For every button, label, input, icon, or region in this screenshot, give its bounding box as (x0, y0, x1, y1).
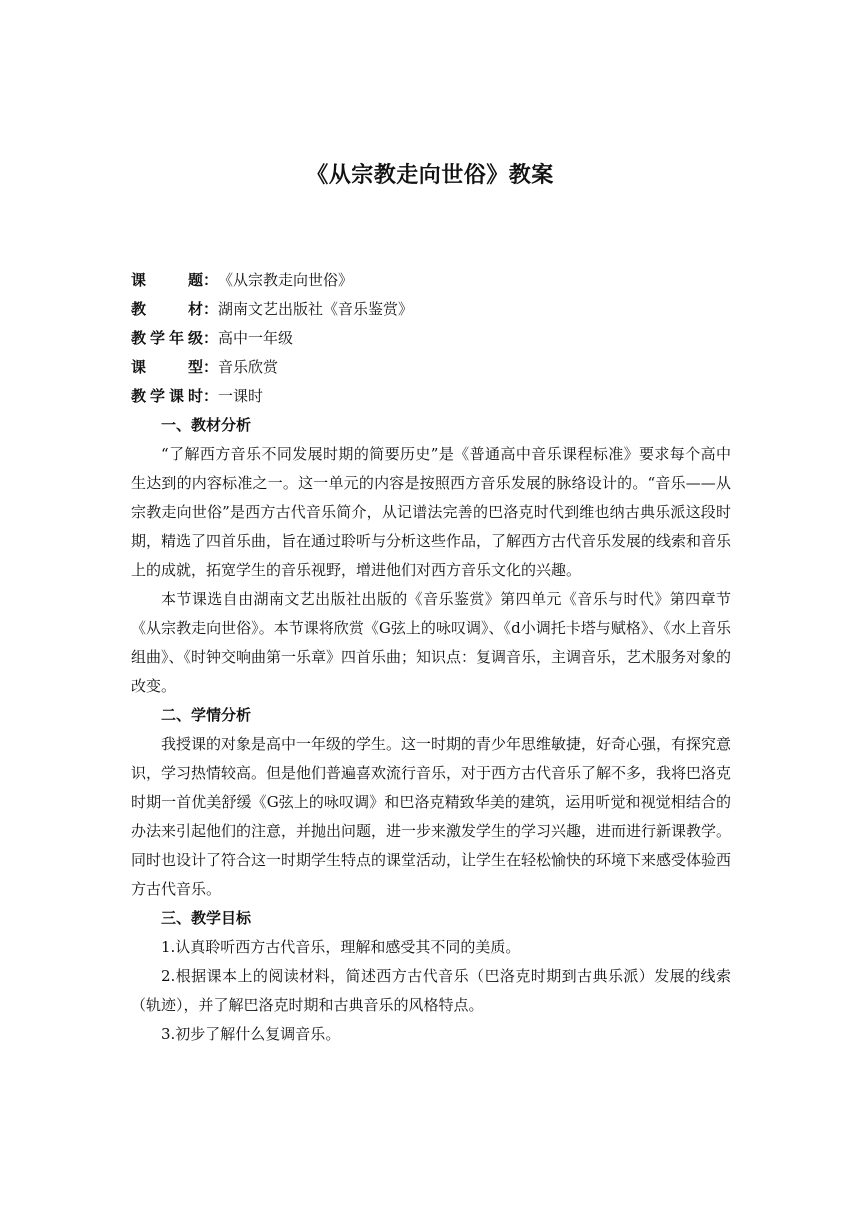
meta-value-type: 音乐欣赏 (218, 358, 279, 376)
meta-label-type: 课 型 (131, 358, 203, 376)
meta-row-type: 课 型 ： 音乐欣赏 (131, 353, 731, 382)
meta-value-topic: 《从宗教走向世俗》 (218, 271, 354, 289)
meta-value-textbook: 湖南文艺出版社《音乐鉴赏》 (218, 300, 414, 318)
paragraph-materials-1: “了解西方音乐不同发展时期的简要历史”是《普通高中音乐课程标准》要求每个高中生达到的内容标准之一。这一单元的内容是按照西方音乐发展的脉络设计的。“音乐——从宗教走向世俗”是西方古代音乐简介，从记谱法完善的巴洛克时代到维也纳古典乐派这段时期，精选了四首乐曲，旨在通过聆听与分析这些作品，了解西方古代音乐发展的线索和音乐上的成就，拓宽学生的音乐视野，增进他们对西方音乐文化的兴趣。 (131, 445, 732, 579)
meta-label-textbook: 教 材 (131, 300, 203, 318)
section-heading-materials: 一、教材分析 (161, 416, 252, 434)
section-heading-students: 二、学情分析 (161, 706, 252, 724)
goal-item-3: 3.初步了解什么复调音乐。 (161, 1025, 341, 1043)
meta-label-grade: 教 学 年 级 (131, 329, 203, 347)
paragraph-students-1: 我授课的对象是高中一年级的学生。这一时期的青少年思维敏捷，好奇心强，有探究意识，学习热情较高。但是他们普遍喜欢流行音乐，对于西方古代音乐了解不多，我将巴洛克时期一首优美舒缓《G弦上的咏叹调》和巴洛克精致华美的建筑，运用听觉和视觉相结合的办法来引起他们的注意，并抛出问题，进一步来激发学生的学习兴趣，进而进行新课教学。同时也设计了符合这一时期学生特点的课堂活动，让学生在轻松愉快的环境下来感受体验西方古代音乐。 (131, 735, 732, 898)
meta-row-hours: 教 学 课 时 ： 一课时 (131, 382, 731, 411)
meta-label-hours: 教 学 课 时 (131, 387, 203, 405)
goal-item-1: 1.认真聆听西方古代音乐，理解和感受其不同的美质。 (161, 938, 521, 956)
meta-value-grade: 高中一年级 (218, 329, 294, 347)
document-body (131, 266, 731, 1049)
meta-value-hours: 一课时 (218, 387, 264, 405)
paragraph-materials-2: 本节课选自由湖南文艺出版社出版的《音乐鉴赏》第四单元《音乐与时代》第四章节《从宗教走向世俗》。本节课将欣赏《G弦上的咏叹调》、《d小调托卡塔与赋格》、《水上音乐组曲》、《时钟交响曲第一乐章》四首乐曲；知识点：复调音乐，主调音乐，艺术服务对象的改变。 (131, 590, 732, 695)
document-title: 《从宗教走向世俗》教案 (306, 163, 554, 188)
meta-row-topic: 课 题 ： 《从宗教走向世俗》 (131, 266, 731, 295)
meta-label-topic: 课 题 (131, 271, 203, 289)
goal-item-2: 2.根据课本上的阅读材料，简述西方古代音乐（巴洛克时期到古典乐派）发展的线索（轨迹），并了解巴洛克时期和古典音乐的风格特点。 (131, 967, 731, 1014)
meta-row-grade: 教 学 年 级 ： 高中一年级 (131, 324, 731, 353)
meta-row-textbook: 教 材 ： 湖南文艺出版社《音乐鉴赏》 (131, 295, 731, 324)
section-heading-goals: 三、教学目标 (161, 909, 252, 927)
